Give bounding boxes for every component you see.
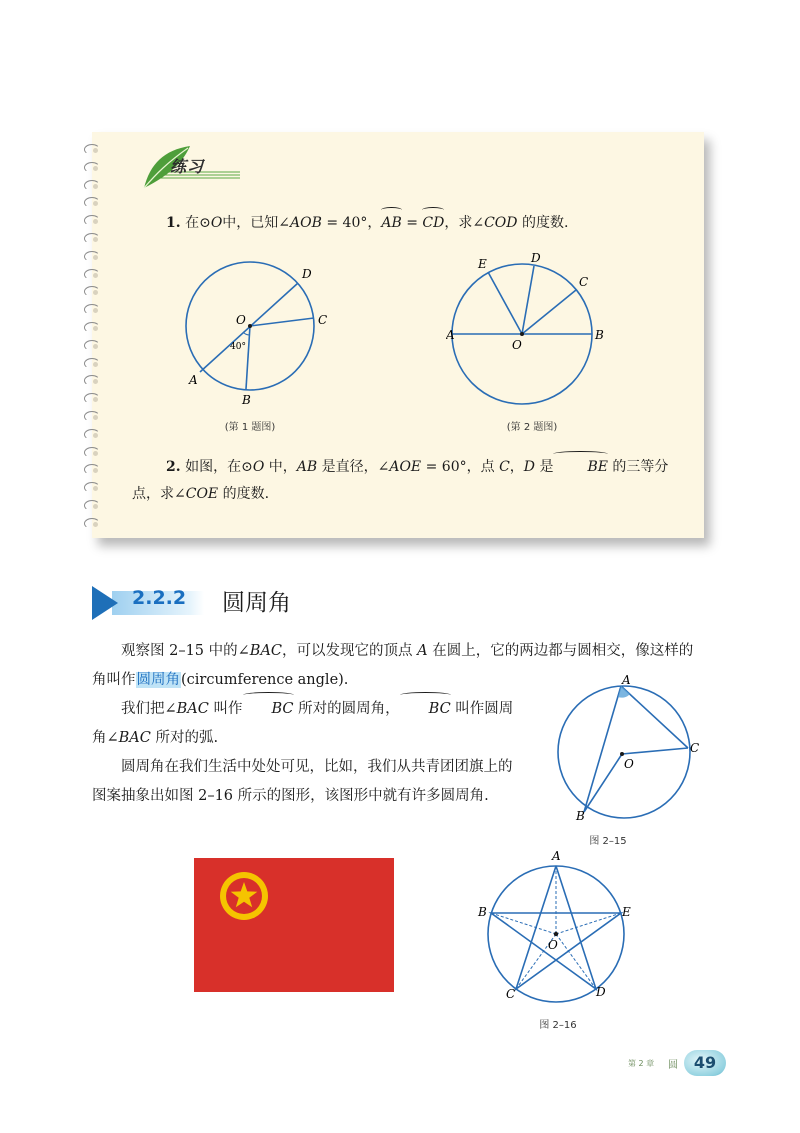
label-d: D	[531, 251, 541, 265]
chapter-label: 第 2 章	[628, 1059, 655, 1068]
paragraph-2	[92, 695, 524, 753]
notebook-hole	[93, 166, 98, 171]
notebook-hole	[93, 522, 98, 527]
figure-1-caption: (第 1 题图)	[224, 422, 276, 433]
paragraph-text: 在圆上，它的两边都与圆相交，像这样的角叫作	[92, 643, 694, 688]
problem-1-number: 1.	[166, 215, 181, 231]
paragraph-text: 所对的弧.	[150, 730, 219, 746]
notebook-hole	[93, 255, 98, 260]
problem-1-text: 中，已知∠	[222, 215, 291, 231]
label-c: C	[506, 987, 516, 1001]
problem-2-number: 2.	[166, 459, 181, 475]
arc-bc: BC	[243, 695, 294, 724]
notebook-hole	[93, 433, 98, 438]
label-a: A	[552, 849, 561, 863]
label-o: O	[548, 938, 558, 952]
notebook-hole	[93, 504, 98, 509]
page-number-badge	[684, 1050, 726, 1076]
label-e: E	[478, 257, 487, 271]
paragraph-var: A	[417, 643, 428, 659]
figure-2-16-caption: 图 2–16	[539, 1020, 577, 1031]
label-d: D	[302, 267, 312, 281]
section-number: 2.2.2	[132, 587, 187, 609]
practice-title: 练习	[170, 157, 205, 176]
paragraph-text: 观察图 2–15 中的∠	[121, 643, 250, 659]
label-b: B	[576, 809, 585, 822]
label-c: C	[690, 741, 700, 755]
problem-2-var: AOE	[389, 459, 422, 475]
arc-be: BE	[553, 454, 608, 481]
line-b-to-o	[584, 754, 622, 812]
figure-2-caption: (第 2 题图)	[506, 422, 558, 433]
chapter-topic: 圆	[668, 1060, 678, 1071]
label-c: C	[318, 313, 328, 327]
figure-2-15-caption: 图 2–15	[589, 836, 627, 847]
section-arrow-icon	[92, 586, 118, 620]
problem-2-var: AB	[296, 459, 318, 475]
radius-oc	[522, 290, 576, 334]
arc-bc: BC	[400, 695, 451, 724]
problem-2-text: 是直径，∠	[317, 459, 390, 475]
paragraph-text: 所对的圆周角，	[293, 701, 400, 717]
paragraph-3: 圆周角在我们生活中处处可见，比如，我们从共青团团旗上的图案抽象出如图 2–16 所示的图形，该图形中就有许多圆周角.	[92, 759, 513, 804]
notebook-hole	[93, 326, 98, 331]
notebook-hole	[93, 184, 98, 189]
paragraph-text: ，可以发现它的顶点	[282, 643, 418, 659]
center-point	[520, 332, 524, 336]
figure-2-15	[552, 672, 712, 822]
label-angle: 40°	[230, 342, 246, 352]
figure-problem-1	[180, 254, 340, 410]
page-footer	[628, 1050, 738, 1080]
center-point	[248, 324, 252, 328]
problem-1-var: AOB	[290, 215, 322, 231]
notebook-hole	[93, 415, 98, 420]
label-b: B	[478, 905, 487, 919]
section-title: 圆周角	[222, 590, 291, 616]
chord-ab	[584, 686, 621, 812]
paragraph-text: 叫作	[208, 701, 243, 717]
line-o-to-c	[622, 748, 688, 754]
label-c: C	[579, 275, 589, 289]
paragraph-var: BAC	[176, 701, 209, 717]
label-a: A	[622, 673, 631, 687]
problem-2-text: 的三等分点，求∠	[132, 459, 669, 502]
problem-2-text: 的度数.	[218, 486, 270, 502]
circle-o	[558, 686, 690, 818]
center-point	[620, 752, 624, 756]
problem-1-text: =	[401, 215, 423, 231]
practice-card	[92, 132, 704, 538]
label-o: O	[512, 338, 522, 352]
problem-2-text: ，	[509, 459, 524, 475]
problem-2-text: 是	[535, 459, 554, 475]
label-a: A	[446, 328, 455, 342]
arc-cd: CD	[422, 210, 444, 236]
notebook-rings	[80, 140, 110, 532]
notebook-hole	[93, 148, 98, 153]
problem-2-text: 中，	[264, 459, 297, 475]
problem-1-text: ，求∠	[444, 215, 485, 231]
paragraph-text: (circumference angle).	[181, 672, 349, 688]
label-d: D	[596, 985, 606, 999]
paragraph-text: 我们把∠	[121, 701, 177, 717]
key-term: 圆周角	[136, 672, 180, 688]
center-point	[554, 932, 558, 936]
problem-2-var: D	[523, 459, 536, 475]
figure-2-16	[474, 846, 640, 1006]
label-o: O	[236, 313, 246, 327]
paragraph-text: 叫作圆周角∠	[92, 701, 514, 746]
problem-2-text: = 60°，点	[421, 459, 500, 475]
problem-2-var: COE	[185, 486, 219, 502]
problem-2-var: C	[499, 459, 510, 475]
flag-emblem-icon	[194, 858, 394, 992]
problem-2-text: 如图，在⊙	[180, 459, 253, 475]
youth-league-flag	[194, 858, 394, 992]
radius-oe	[488, 272, 522, 334]
problem-1-var: O	[210, 215, 223, 231]
radius-od	[522, 266, 534, 334]
arc-ab: AB	[381, 210, 401, 236]
problem-1-text: = 40°，	[321, 215, 382, 231]
angle-arc	[243, 332, 249, 335]
paragraph-var: BAC	[249, 643, 283, 659]
label-a: A	[189, 373, 198, 387]
label-b: B	[595, 328, 604, 342]
paragraph-var: BAC	[118, 730, 151, 746]
problem-1-text: 在⊙	[180, 215, 211, 231]
radius-oc	[250, 318, 314, 326]
radius-ob	[246, 326, 250, 389]
problem-1-text: 的度数.	[517, 215, 569, 231]
notebook-hole	[93, 344, 98, 349]
section-heading	[92, 582, 392, 626]
notebook-hole	[93, 362, 98, 367]
label-e: E	[622, 905, 631, 919]
chord-ac	[621, 686, 688, 748]
problem-2-var: O	[252, 459, 265, 475]
label-o: O	[624, 757, 634, 771]
page-number: 49	[693, 1053, 717, 1072]
notebook-hole	[93, 273, 98, 278]
notebook-hole	[93, 451, 98, 456]
label-b: B	[242, 393, 251, 407]
notebook-hole	[93, 237, 98, 242]
figure-problem-2	[446, 250, 616, 410]
problem-1	[166, 210, 686, 236]
problem-2	[132, 454, 680, 508]
problem-1-var: COD	[484, 215, 518, 231]
